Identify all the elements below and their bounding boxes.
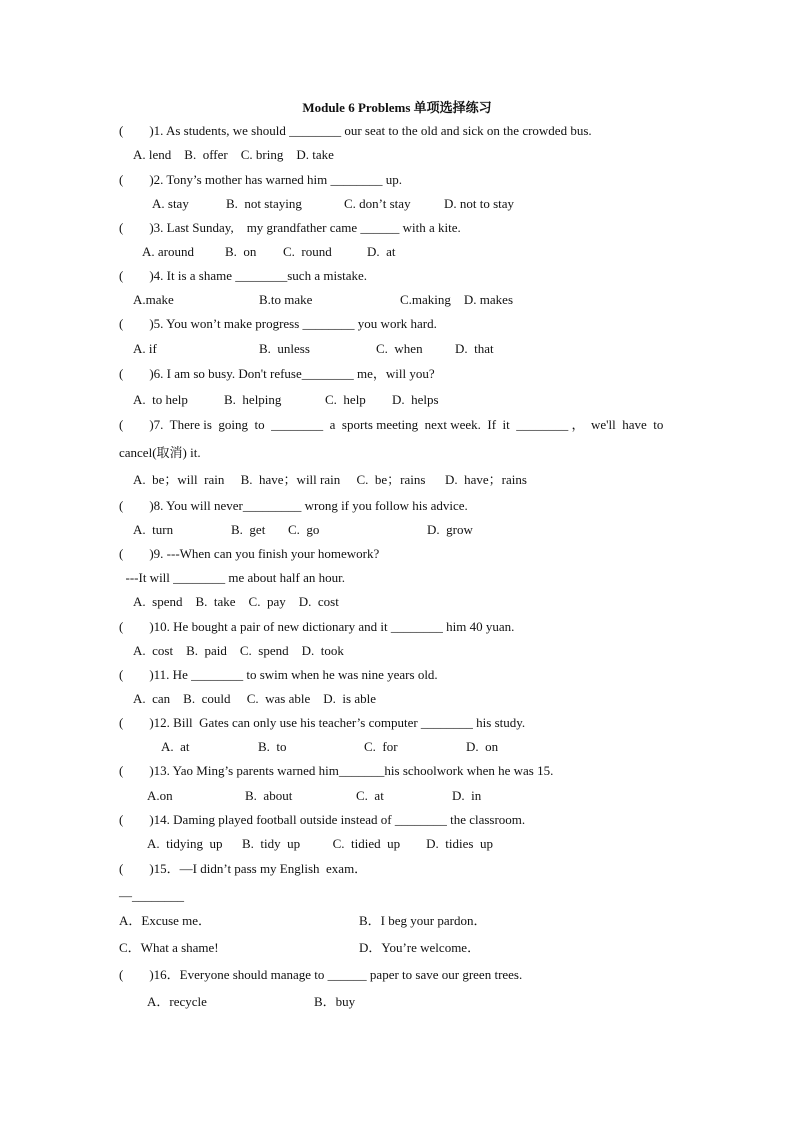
answer-option: C. at (356, 788, 384, 803)
question-line: ( )3. Last Sunday, my grandfather came ______ with a kite. (119, 220, 461, 235)
answer-option: A. to help (133, 392, 188, 407)
question-line: ( )1. As students, we should ________ our seat to the old and sick on the crowded bus. (119, 123, 592, 138)
question-line: ( )14. Daming played football outside instead of ________ the classroom. (119, 812, 526, 827)
answer-option: D. helps (392, 392, 439, 407)
answer-option: A. around (142, 244, 194, 259)
answer-option: C. when (376, 341, 423, 356)
answer-option: A. at (161, 739, 190, 754)
answer-option: A. if (133, 341, 157, 356)
question-line: ( )12. Bill Gates can only use his teacher’s computer ________ his study. (119, 715, 526, 730)
page-title: Module 6 Problems 单项选择练习 (302, 100, 492, 115)
answer-option: C．What a shame! (119, 940, 219, 955)
answer-option: A．Excuse me． (119, 913, 212, 928)
answer-option: C.making D. makes (400, 292, 514, 307)
question-line: ---It will ________ me about half an hour. (119, 570, 346, 585)
answer-option: B. to (258, 739, 287, 754)
question-line: ( )15．—I didn’t pass my English exam． (119, 861, 368, 876)
question-line: ( )9. ---When can you finish your homework? (119, 546, 380, 561)
answer-option: D. that (455, 341, 494, 356)
answer-option: B. not staying (226, 196, 302, 211)
answer-option: A. turn (133, 522, 174, 537)
answer-option: C. round (283, 244, 332, 259)
answer-option: A. stay (152, 196, 189, 211)
question-line: ( )13. Yao Ming’s parents warned him_______his schoolwork when he was 15. (119, 763, 554, 778)
question-line: ( )4. It is a shame ________such a mistake. (119, 268, 368, 283)
answer-option: C. go (288, 522, 320, 537)
answer-option: A．recycle (147, 994, 207, 1009)
answer-option: A. cost B. paid C. spend D. took (133, 643, 344, 658)
answer-option: A.make (133, 292, 174, 307)
question-line: ( )2. Tony’s mother has warned him ________ up. (119, 172, 403, 187)
answer-option: D. not to stay (444, 196, 515, 211)
answer-option: C. don’t stay (344, 196, 411, 211)
answer-option: D．You’re welcome． (359, 940, 481, 955)
answer-option: B.to make (259, 292, 313, 307)
answer-option: B. on (225, 244, 257, 259)
answer-option: A. lend B. offer C. bring D. take (133, 147, 334, 162)
answer-option: B．I beg your pardon． (359, 913, 487, 928)
answer-option: B. helping (224, 392, 282, 407)
answer-option: A. tidying up B. tidy up C. tidied up D. tidies up (147, 836, 493, 851)
answer-option: C. help (325, 392, 366, 407)
answer-option: B．buy (314, 994, 356, 1009)
answer-option: A. spend B. take C. pay D. cost (133, 594, 339, 609)
question-line: ( )11. He ________ to swim when he was nine years old. (119, 667, 438, 682)
answer-option: A. be；will rain B. have；will rain C. be；rains D. have；rains (133, 472, 527, 487)
answer-option: B. unless (259, 341, 310, 356)
answer-option: A. can B. could C. was able D. is able (133, 691, 376, 706)
answer-option: C. for (364, 739, 398, 754)
answer-option: A.on (147, 788, 173, 803)
answer-option: D. in (452, 788, 482, 803)
question-line: ( )5. You won’t make progress ________ you work hard. (119, 316, 437, 331)
question-line: —________ (119, 888, 184, 903)
question-line: ( )6. I am so busy. Don't refuse________ me，will you? (119, 366, 435, 381)
question-line: ( )10. He bought a pair of new dictionary and it ________ him 40 yuan. (119, 619, 515, 634)
question-line: cancel(取消) it. (119, 445, 201, 460)
question-line: ( )8. You will never_________ wrong if you follow his advice. (119, 498, 468, 513)
answer-option: B. get (231, 522, 266, 537)
answer-option: D. grow (427, 522, 473, 537)
answer-option: D. on (466, 739, 499, 754)
answer-option: D. at (367, 244, 396, 259)
question-line: ( )16．Everyone should manage to ______ paper to save our green trees. (119, 967, 523, 982)
question-line: ( )7. There is going to ________ a sports meeting next week. If it ________ ， we'll have to (119, 417, 664, 432)
answer-option: B. about (245, 788, 293, 803)
